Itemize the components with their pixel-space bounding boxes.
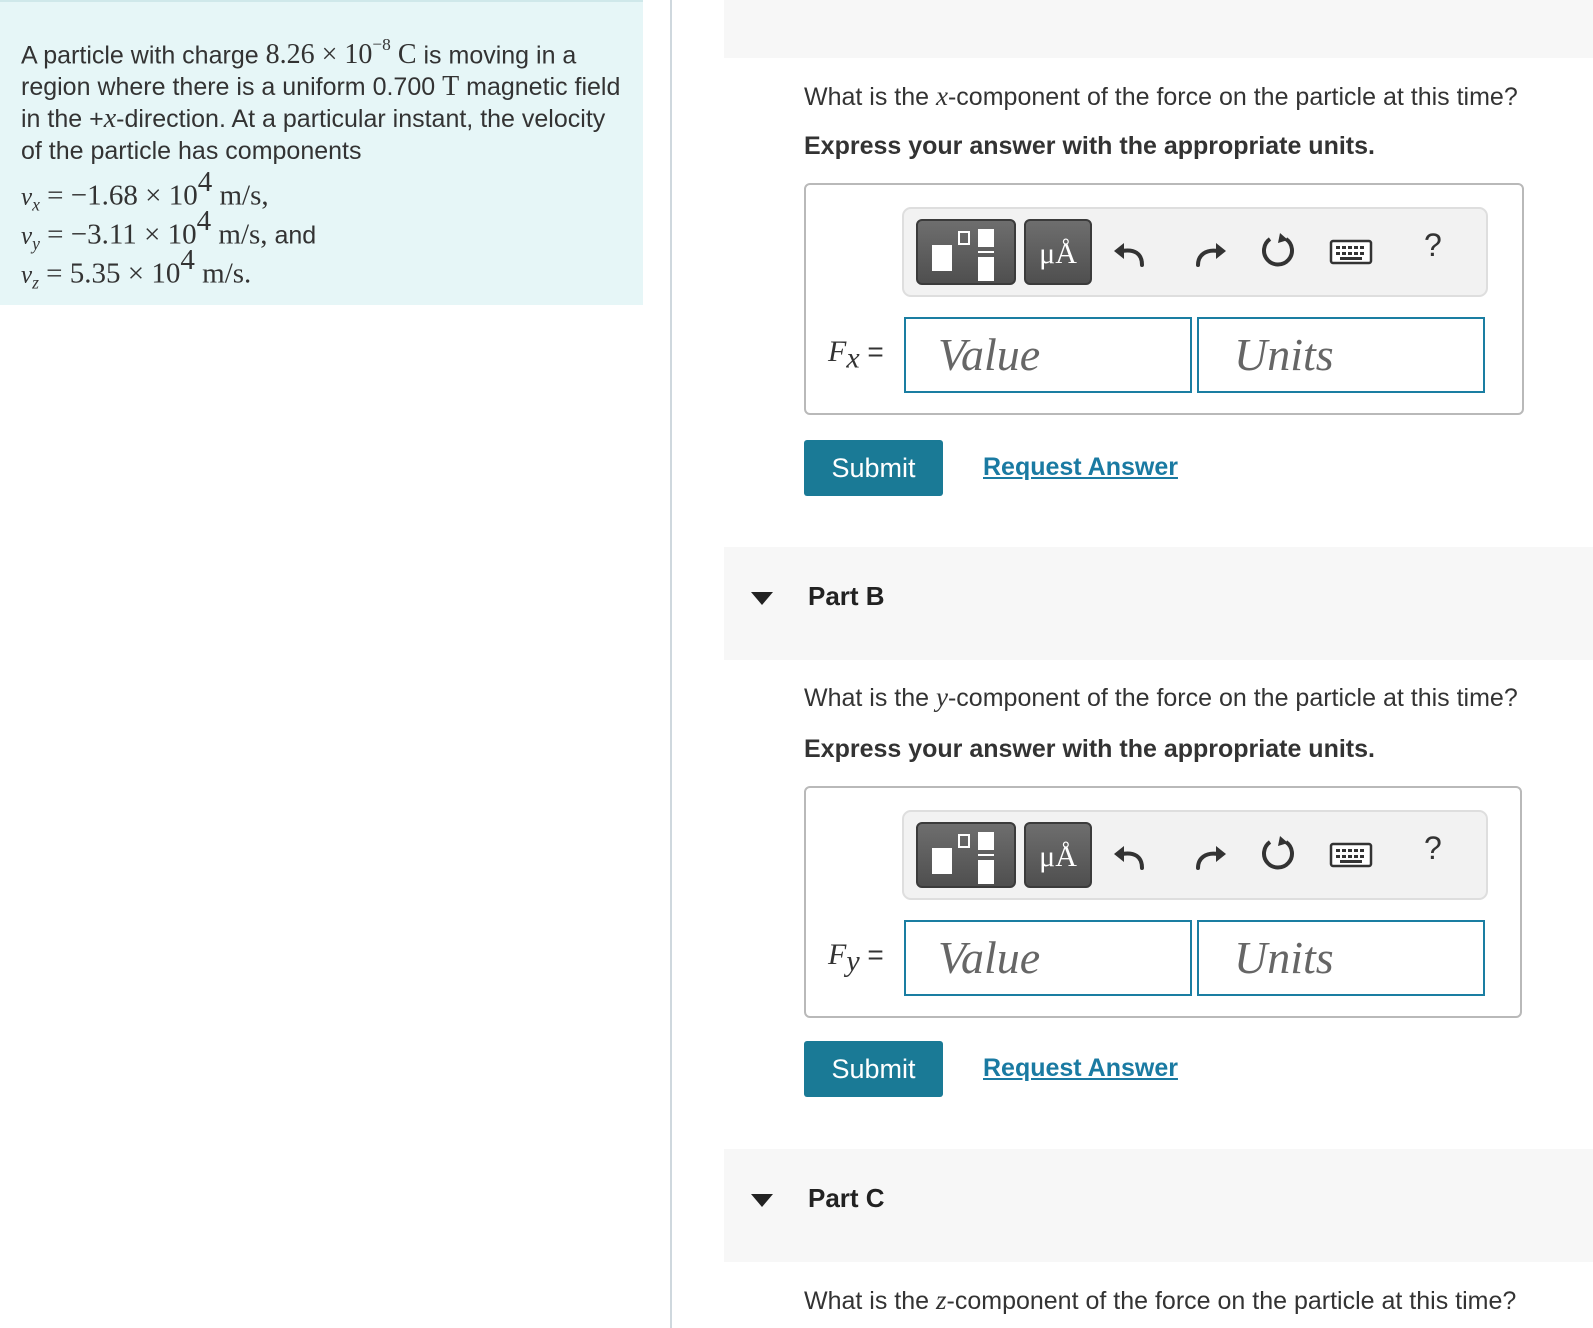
- reset-icon[interactable]: [1256, 832, 1300, 876]
- problem-text: [21, 32, 621, 293]
- value-input[interactable]: Value: [904, 920, 1192, 996]
- velocity-x: $v_x = -1.68 \times 10^4$ m/s,: [21, 165, 269, 215]
- field-value: 0.700: [372, 73, 436, 102]
- axis-variable: x: [103, 103, 117, 135]
- templates-button[interactable]: [916, 822, 1016, 888]
- units-input[interactable]: Units: [1197, 920, 1485, 996]
- keyboard-icon[interactable]: [1328, 229, 1374, 273]
- part-a-question: What is the x-component of the force on the particle at this time?: [804, 81, 1518, 111]
- problem-statement-panel: [0, 0, 643, 305]
- column-divider: [670, 0, 672, 1328]
- problem-intro: A particle with charge: [21, 41, 266, 70]
- problem-intro-3: magnetic field in the +: [21, 73, 621, 134]
- redo-icon[interactable]: [1186, 832, 1230, 876]
- problem-intro-4: -direction. At a particular instant, the velocity of the particle has components: [21, 105, 606, 166]
- keyboard-icon[interactable]: [1328, 832, 1374, 876]
- units-button[interactable]: μÅ: [1024, 219, 1092, 285]
- redo-icon[interactable]: [1186, 229, 1230, 273]
- part-c-question: What is the z-component of the force on the particle at this time?: [804, 1285, 1517, 1315]
- undo-icon[interactable]: [1110, 229, 1154, 273]
- part-b-answer-box: [804, 786, 1522, 1018]
- help-button[interactable]: ?: [1424, 830, 1442, 866]
- math-toolbar: [902, 810, 1488, 900]
- part-b-title: Part B: [808, 581, 885, 611]
- field-unit: T: [442, 71, 460, 103]
- math-toolbar: [902, 207, 1488, 297]
- collapse-caret-icon[interactable]: [751, 1194, 773, 1207]
- part-b-instruction: Express your answer with the appropriate units.: [804, 735, 1375, 763]
- velocity-y: $v_y = -3.11 \times 10^4$ m/s, and: [21, 204, 317, 254]
- part-b-header[interactable]: [724, 547, 1593, 660]
- charge-value: $8.26 \times 10^{-8}$ C: [265, 35, 417, 71]
- request-answer-link[interactable]: Request Answer: [983, 1054, 1178, 1082]
- problem-intro-2: is moving in a region where there is a uniform: [21, 41, 577, 102]
- units-input[interactable]: Units: [1197, 317, 1485, 393]
- units-button[interactable]: μÅ: [1024, 822, 1092, 888]
- velocity-z: $v_z = 5.35 \times 10^4$ m/s.: [21, 243, 252, 293]
- part-b-question: What is the y-component of the force on the particle at this time?: [804, 682, 1518, 712]
- submit-button[interactable]: Submit: [804, 1041, 943, 1097]
- part-c-header[interactable]: [724, 1149, 1593, 1262]
- reset-icon[interactable]: [1256, 229, 1300, 273]
- help-button[interactable]: ?: [1424, 227, 1442, 263]
- part-a-instruction: Express your answer with the appropriate units.: [804, 132, 1375, 160]
- templates-button[interactable]: [916, 219, 1016, 285]
- value-input[interactable]: Value: [904, 317, 1192, 393]
- submit-button[interactable]: Submit: [804, 440, 943, 496]
- part-a-answer-box: [804, 183, 1524, 415]
- fx-label: $F_x$ =: [828, 335, 884, 375]
- part-c-title: Part C: [808, 1183, 885, 1213]
- collapse-caret-icon[interactable]: [751, 592, 773, 605]
- request-answer-link[interactable]: Request Answer: [983, 453, 1178, 481]
- undo-icon[interactable]: [1110, 832, 1154, 876]
- part-a-header[interactable]: [724, 0, 1593, 58]
- fy-label: $F_y$ =: [828, 938, 884, 978]
